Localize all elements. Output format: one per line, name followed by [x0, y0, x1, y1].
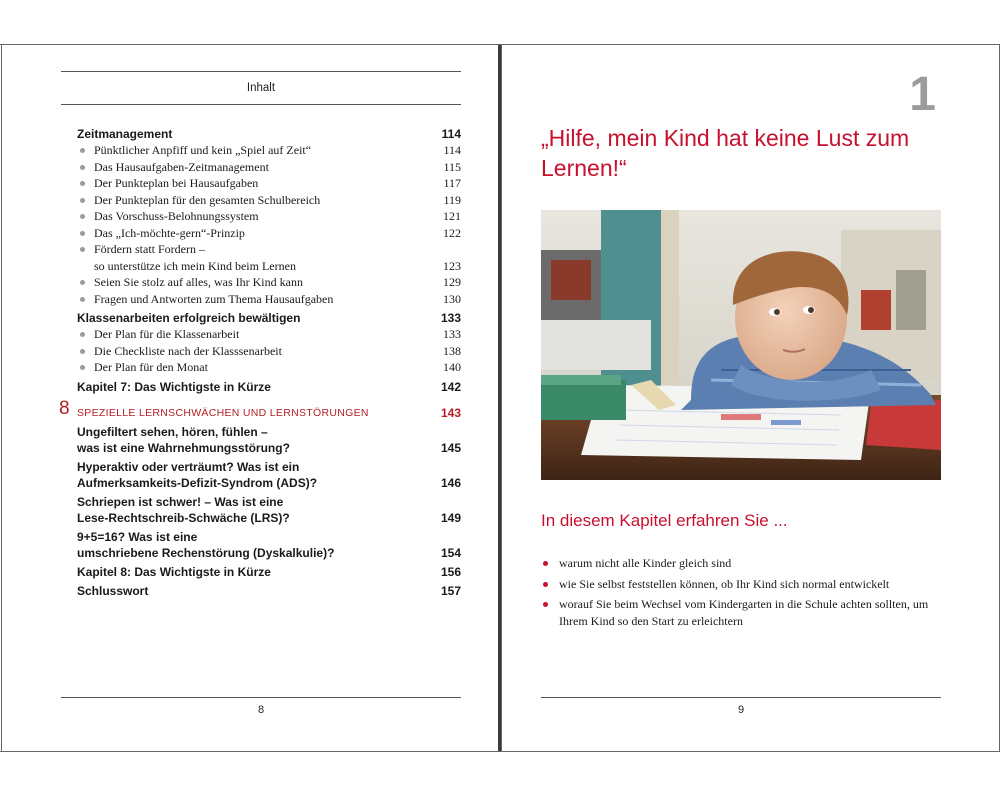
- toc-entry-text-line2: was ist eine Wahrnehmungsstörung?: [77, 440, 290, 455]
- toc-page-number: 133: [443, 327, 461, 341]
- learn-item-text: worauf Sie beim Wechsel vom Kindergarten in die Schule achten sollten, um Ihrem Kind so den Start zu erleichtern: [559, 597, 929, 628]
- toc-section-row: [77, 529, 461, 561]
- bullet-icon: [543, 602, 548, 607]
- toc-subsection-row: [77, 192, 461, 209]
- toc-entry-label: [94, 192, 435, 209]
- toc-entry-label: [77, 564, 435, 580]
- toc-page-number: 140: [443, 360, 461, 374]
- bullet-icon: [80, 148, 85, 153]
- toc-subsection-row: [77, 159, 461, 176]
- toc-entry-text: Seien Sie stolz auf alles, was Ihr Kind kann: [94, 275, 303, 289]
- toc-section-row: [77, 494, 461, 526]
- toc-entry-text: Fragen und Antworten zum Thema Hausaufgaben: [94, 291, 334, 306]
- toc-entry-text: Der Plan für den Monat: [94, 360, 208, 374]
- toc-page-number: 115: [443, 159, 461, 174]
- toc-entry-text: Schlusswort: [77, 583, 149, 598]
- boy-at-desk-illustration: [541, 210, 941, 480]
- toc-page-number: 142: [440, 379, 461, 394]
- toc-entry-text: Der Plan für die Klassenarbeit: [94, 327, 240, 341]
- toc-entry-text-line2: umschriebene Rechenstörung (Dyskalkulie)?: [77, 545, 335, 560]
- toc-entry-text-line2: Aufmerksamkeits-Defizit-Syndrom (ADS)?: [77, 475, 318, 490]
- toc-page-number: 143: [440, 405, 461, 420]
- toc-page-number: 130: [443, 291, 461, 306]
- bullet-icon: [80, 280, 85, 285]
- foot-rule: [541, 697, 941, 698]
- toc-entry-label: [94, 225, 435, 242]
- toc-entry-label: [77, 529, 435, 561]
- learn-item: [541, 555, 946, 572]
- chapter-number: 1: [909, 68, 936, 121]
- page-number: 8: [257, 704, 265, 716]
- toc-entry-text: Die Checkliste nach der Klasssenarbeit: [94, 343, 282, 358]
- toc-page-number: 149: [440, 510, 461, 525]
- toc-entry-text: SPEZIELLE LERNSCHWÄCHEN UND LERNSTÖRUNGEN: [77, 406, 369, 419]
- toc-entry-text: Der Punkteplan für den gesamten Schulbereich: [94, 192, 321, 207]
- bullet-icon: [80, 165, 85, 170]
- bullet-icon: [80, 231, 85, 236]
- toc-subsection-row: [77, 142, 461, 159]
- bullet-icon: [80, 332, 85, 337]
- head-rule: [61, 104, 461, 105]
- toc-page-number: 123: [443, 258, 461, 273]
- toc-section-row: [77, 424, 461, 456]
- chapter-photo: [541, 210, 941, 480]
- toc-entry-text: Das Hausaufgaben-Zeitmanagement: [94, 159, 269, 174]
- foot-rule: [61, 697, 461, 698]
- toc-entry-text: Pünktlicher Anpfiff und kein „Spiel auf Zeit“: [94, 143, 312, 157]
- toc-entry-text: Hyperaktiv oder verträumt? Was ist ein: [77, 459, 300, 474]
- bullet-icon: [80, 214, 85, 219]
- toc-subsection-row: [77, 343, 461, 360]
- toc-section-row: [77, 126, 461, 142]
- toc-entry-label: [77, 310, 435, 326]
- toc-entry-text: 9+5=16? Was ist eine: [77, 529, 198, 544]
- toc-entry-label: [94, 274, 435, 291]
- toc-entry-text: Das Vorschuss-Belohnungssystem: [94, 209, 259, 223]
- bullet-icon: [80, 365, 85, 370]
- toc-entry-label: [94, 241, 435, 274]
- toc-page-number: 145: [440, 440, 461, 455]
- learn-item-text: wie Sie selbst feststellen können, ob Ihr Kind sich normal entwickelt: [559, 576, 890, 591]
- toc-entry-label: [94, 175, 435, 192]
- toc-section-row: [77, 459, 461, 491]
- toc-page-number: 157: [440, 583, 461, 598]
- toc-subsection-row: [77, 326, 461, 343]
- toc-subsection-row: [77, 225, 461, 242]
- toc-entry-text-line2: Lese-Rechtschreib-Schwäche (LRS)?: [77, 510, 290, 525]
- toc-entry-text: Kapitel 7: Das Wichtigste in Kürze: [77, 379, 271, 394]
- chapter-title: „Hilfe, mein Kind hat keine Lust zum Lernen!“: [541, 125, 910, 181]
- toc-entry-text: Klassenarbeiten erfolgreich bewältigen: [77, 311, 301, 325]
- toc-page-number: 146: [440, 475, 461, 490]
- toc-entry-text: Zeitmanagement: [77, 127, 173, 141]
- page-number: 9: [737, 704, 745, 716]
- toc-entry-text: Das „Ich-möchte-gern“-Prinzip: [94, 225, 245, 240]
- toc-subsection-row: [77, 241, 461, 274]
- left-page: [1, 45, 500, 751]
- toc-entry-label: [77, 583, 435, 599]
- toc-entry-label: [77, 459, 435, 491]
- toc-page-number: 121: [443, 209, 461, 223]
- bullet-icon: [80, 198, 85, 203]
- toc-entry-label: [77, 424, 435, 456]
- running-head: Inhalt: [246, 82, 276, 94]
- toc-page-number: 122: [443, 225, 461, 240]
- learn-item: [541, 596, 946, 629]
- toc-entry-text: Schriepen ist schwer! – Was ist eine: [77, 494, 284, 509]
- toc-entry-label: [94, 359, 435, 376]
- toc-entry-text: Fördern statt Fordern –: [94, 242, 205, 256]
- toc-chapter-row: [59, 397, 461, 421]
- table-of-contents: [59, 126, 461, 599]
- bullet-icon: [80, 247, 85, 252]
- toc-page-number: 156: [440, 564, 461, 579]
- toc-entry-label: [94, 142, 435, 159]
- toc-entry-label: [94, 343, 435, 360]
- right-page: [501, 45, 1000, 751]
- toc-subsection-row: [77, 291, 461, 308]
- toc-page-number: 154: [440, 545, 461, 560]
- toc-entry-label: [94, 159, 435, 176]
- bullet-icon: [80, 349, 85, 354]
- toc-section-row: [77, 310, 461, 326]
- toc-section-row: [77, 583, 461, 599]
- bullet-icon: [80, 297, 85, 302]
- toc-entry-text-line2: so unterstütze ich mein Kind beim Lernen: [94, 258, 296, 273]
- toc-entry-label: [94, 291, 435, 308]
- toc-subsection-row: [77, 208, 461, 225]
- toc-page-number: 114: [443, 143, 461, 157]
- top-rule: [61, 71, 461, 72]
- toc-section-row: [77, 564, 461, 580]
- toc-entry-text: Ungefiltert sehen, hören, fühlen –: [77, 424, 268, 439]
- bullet-icon: [80, 181, 85, 186]
- toc-section-row: [77, 379, 461, 395]
- toc-entry-label: [77, 405, 435, 421]
- book-spread: [0, 44, 1000, 752]
- toc-entry-label: [94, 326, 435, 343]
- toc-page-number: 117: [443, 176, 461, 190]
- learn-list: [541, 555, 946, 633]
- toc-entry-label: [77, 494, 435, 526]
- toc-entry-label: [94, 208, 435, 225]
- toc-entry-label: [77, 126, 435, 142]
- toc-subsection-row: [77, 274, 461, 291]
- toc-page-number: 129: [443, 275, 461, 289]
- toc-chapter-number: 8: [59, 397, 70, 419]
- bullet-icon: [543, 582, 548, 587]
- toc-page-number: 114: [441, 127, 461, 141]
- toc-page-number: 133: [440, 311, 461, 325]
- toc-subsection-row: [77, 359, 461, 376]
- toc-page-number: 138: [443, 343, 461, 358]
- toc-entry-text: Der Punkteplan bei Hausaufgaben: [94, 176, 259, 190]
- toc-entry-text: Kapitel 8: Das Wichtigste in Kürze: [77, 564, 271, 579]
- toc-page-number: 119: [443, 192, 461, 207]
- bullet-icon: [543, 561, 548, 566]
- learn-item: [541, 576, 946, 593]
- learn-heading: In diesem Kapitel erfahren Sie ...: [541, 511, 788, 530]
- toc-entry-label: [77, 379, 435, 395]
- toc-subsection-row: [77, 175, 461, 192]
- learn-item-text: warum nicht alle Kinder gleich sind: [559, 556, 732, 570]
